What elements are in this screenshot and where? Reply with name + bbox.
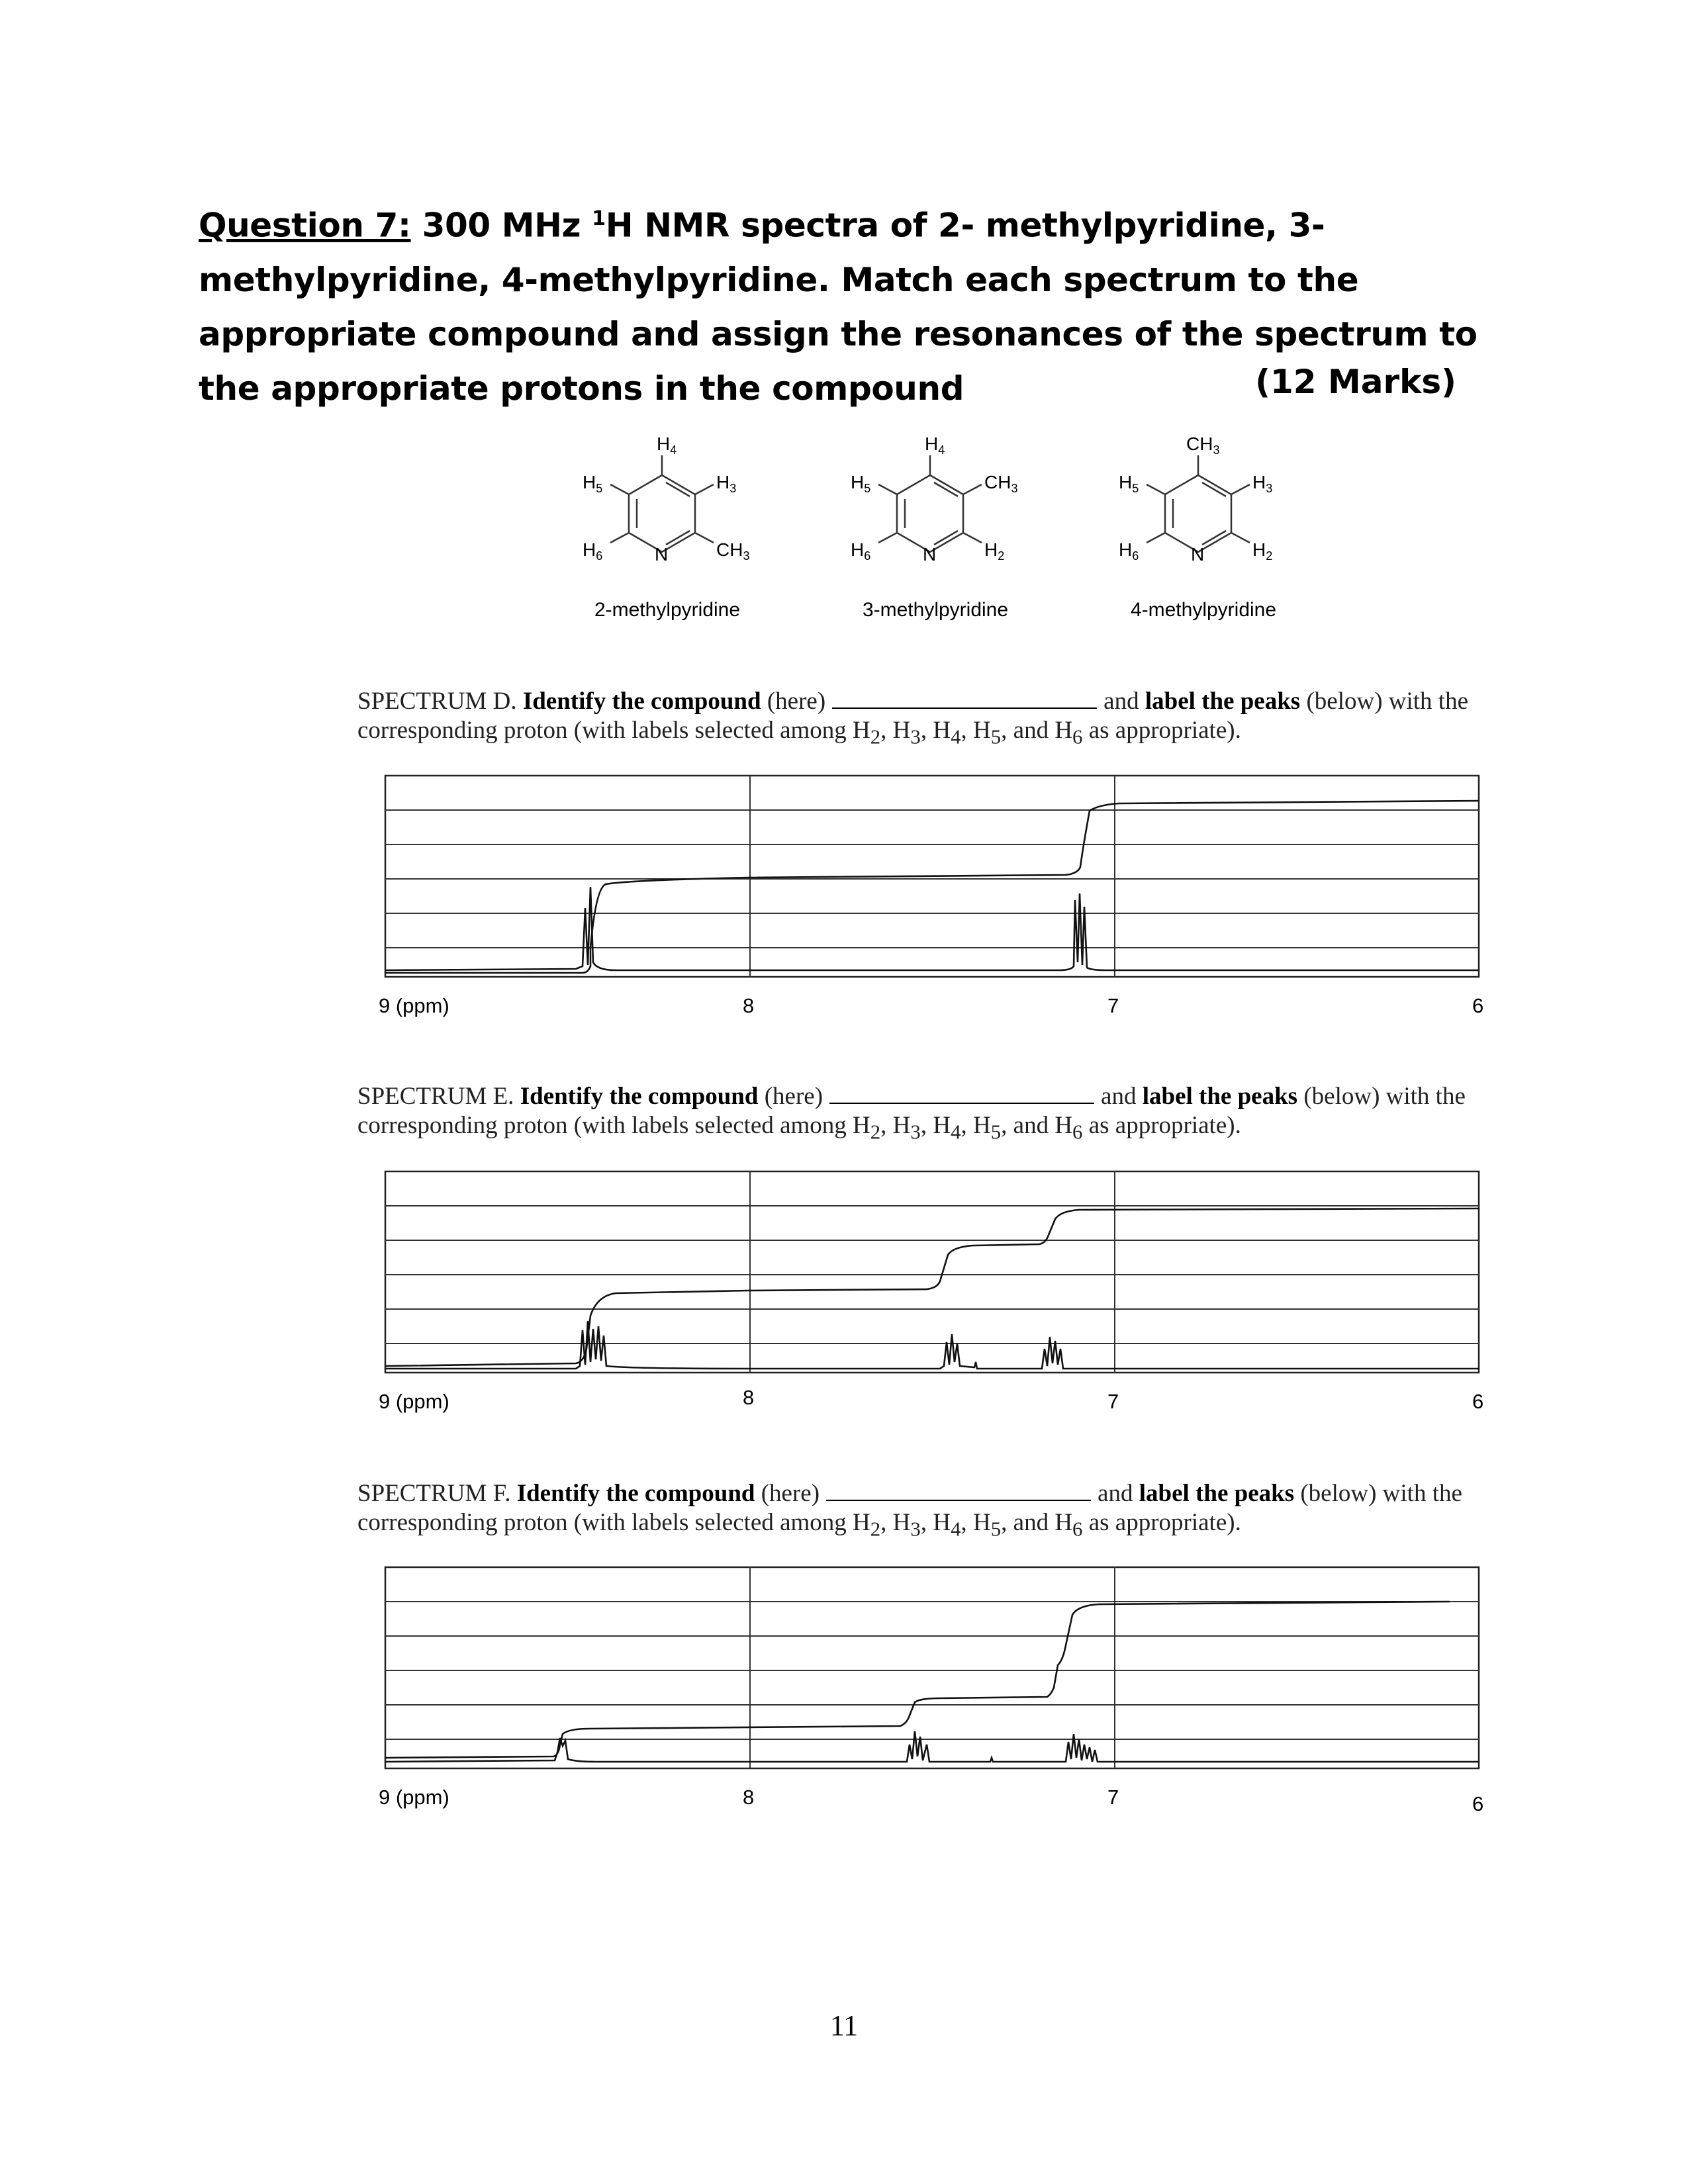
spectrum-e-frame	[385, 1171, 1479, 1373]
svg-text:H6: $H_6$	[851, 539, 871, 563]
question-label: Question 7:	[199, 206, 411, 245]
spectrum-d-tick-8: 8	[743, 994, 755, 1017]
svg-text:N: N	[655, 544, 669, 565]
svg-text:CH3: $CH_3$	[1186, 433, 1220, 457]
svg-text:N: N	[1191, 544, 1205, 565]
spectrum-d-tick-9: 9 (ppm)	[379, 994, 449, 1017]
spectrum-e-prompt: SPECTRUM E. Identify the compound (here) and label the peaks (below) with the corresponding proton (with labels selected among $H_2$, $H_3$, $H_4$, $H_5$, and $H_6$ as appropriate).	[357, 1083, 1466, 1144]
spectrum-e-integral	[385, 1208, 1479, 1366]
svg-text:H4: $H_4$	[925, 433, 945, 457]
structure-name-2: 3-methylpyridine	[862, 599, 1009, 621]
spectrum-f-integral	[385, 1602, 1450, 1758]
spectrum-f-plot	[377, 1566, 1489, 1778]
spectrum-d-answer-blank[interactable]	[832, 688, 1097, 709]
spectrum-d-plot	[377, 774, 1489, 986]
spectrum-f-answer-blank[interactable]	[826, 1480, 1091, 1501]
spectrum-e-answer-blank[interactable]	[829, 1083, 1094, 1104]
spectrum-e-tick-7: 7	[1107, 1390, 1119, 1413]
spectrum-e-tick-8: 8	[743, 1386, 755, 1409]
svg-text:CH3: $CH_3$	[716, 539, 750, 563]
structure-name-1: 2-methylpyridine	[594, 599, 741, 621]
question-field-strength: 300 MHz	[422, 206, 581, 245]
spectrum-d-tick-7: 7	[1107, 994, 1119, 1017]
spectrum-e-plot	[377, 1170, 1489, 1382]
question-text: H NMR spectra of 2- methylpyridine, 3- methylpyridine, 4-methylpyridine. Match each spectrum to the appropriate compound and assign the resonances of the spectrum to the appropriate protons in the compound	[199, 206, 1477, 408]
svg-text:H2: $H_2$	[984, 539, 1005, 563]
molecule-2-methylpyridine	[583, 433, 749, 565]
question-marks: (12 Marks)	[1255, 363, 1456, 401]
molecule-3-methylpyridine	[851, 433, 1017, 565]
spectrum-d-peaks	[385, 887, 1479, 970]
spectrum-d-tick-6: 6	[1472, 994, 1484, 1017]
spectrum-f-tick-7: 7	[1107, 1786, 1119, 1809]
svg-text:H5: $H_5$	[583, 472, 603, 495]
spectrum-e-peaks	[385, 1321, 1479, 1369]
spectrum-f-tick-6: 6	[1472, 1792, 1484, 1815]
spectrum-f-tick-8: 8	[743, 1786, 755, 1809]
m1-top: H	[657, 433, 671, 454]
svg-text:H2: $H_2$	[1252, 539, 1273, 563]
svg-text:H4: $H_4$	[657, 433, 677, 457]
spectrum-d-prompt: SPECTRUM D. Identify the compound (here) and label the peaks (below) with the corresponding proton (with labels selected among $H_2$, $H_3$, $H_4$, $H_5$, and $H_6$ as appropriate).	[357, 688, 1468, 749]
spectrum-e-tick-6: 6	[1472, 1390, 1484, 1413]
structure-name-3: 4-methylpyridine	[1130, 599, 1277, 621]
spectrum-f-frame	[385, 1567, 1479, 1768]
svg-text:H6: $H_6$	[1119, 539, 1139, 563]
spectrum-f-prompt: SPECTRUM F. Identify the compound (here) and label the peaks (below) with the corresponding proton (with labels selected among $H_2$, $H_3$, $H_4$, $H_5$, and $H_6$ as appropriate).	[357, 1480, 1462, 1541]
svg-text:H5: $H_5$	[851, 472, 871, 495]
svg-text:CH3: $CH_3$	[984, 472, 1018, 495]
question-superscript: 1	[592, 207, 606, 230]
svg-text:N: N	[923, 544, 937, 565]
molecule-4-methylpyridine	[1119, 433, 1272, 565]
page-number: 11	[829, 2009, 859, 2042]
svg-text:H6: $H_6$	[583, 539, 603, 563]
spectrum-f-tick-9: 9 (ppm)	[379, 1786, 449, 1809]
spectrum-e-tick-9: 9 (ppm)	[379, 1390, 449, 1413]
svg-text:H3: $H_3$	[716, 472, 737, 495]
svg-text:H5: $H_5$	[1119, 472, 1139, 495]
svg-text:H3: $H_3$	[1252, 472, 1273, 495]
